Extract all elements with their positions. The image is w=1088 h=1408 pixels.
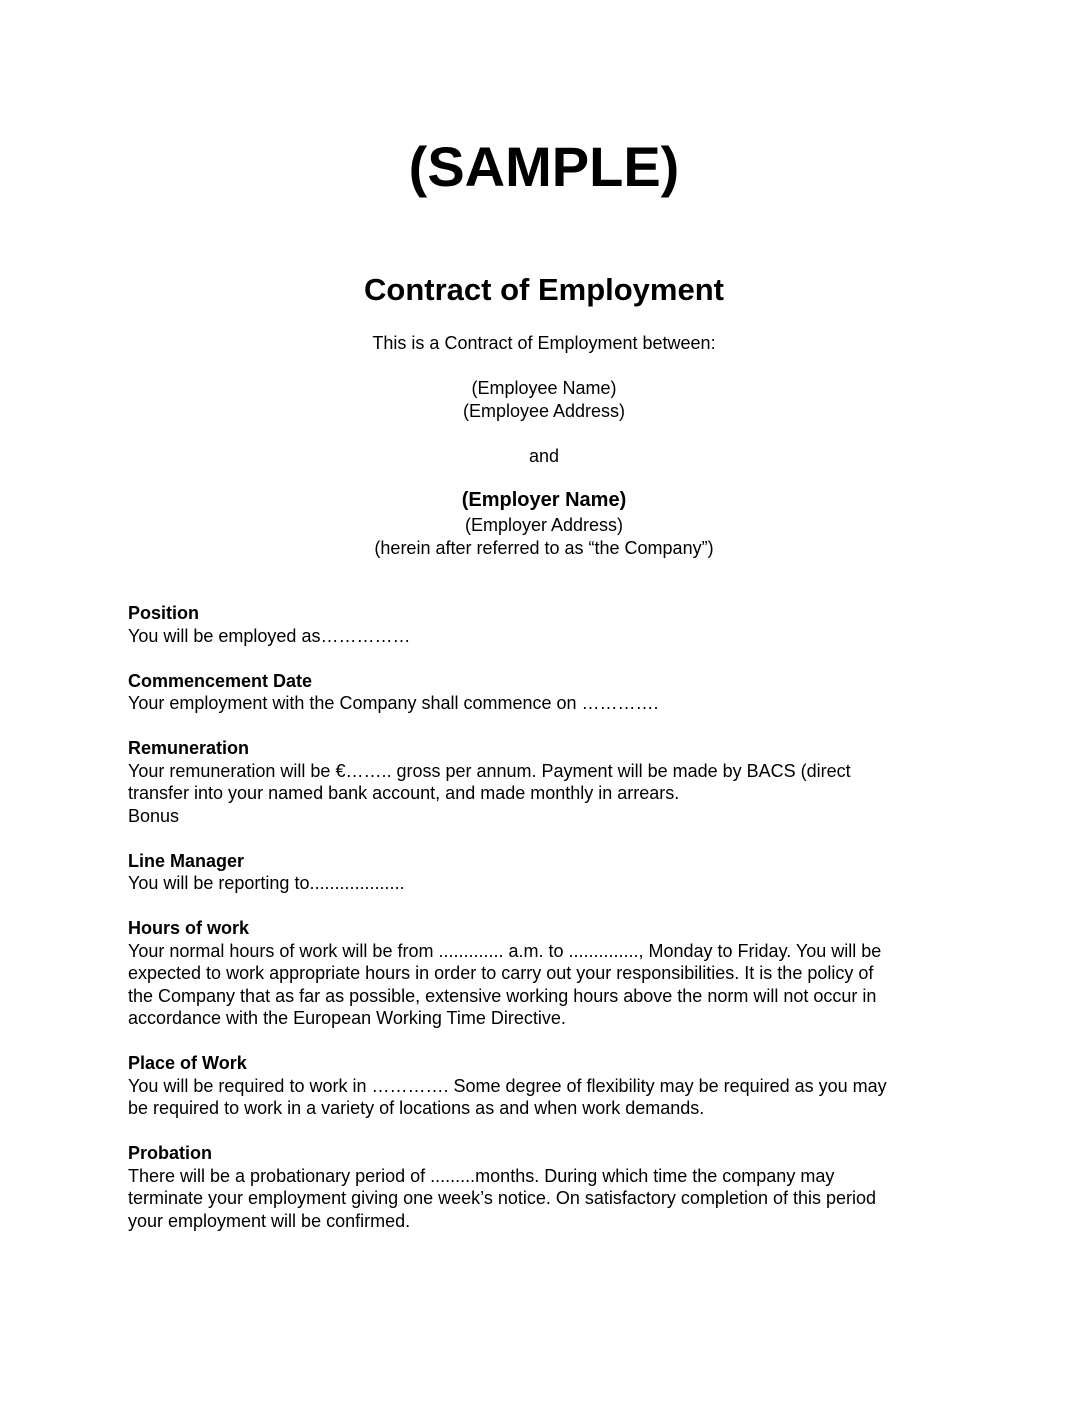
sample-title: (SAMPLE) [408, 135, 680, 198]
employer-name: (Employer Name) [461, 489, 627, 511]
contract-sections [128, 602, 968, 1255]
and-text: and [528, 446, 560, 466]
section-heading: Remuneration [128, 738, 250, 758]
section-text-line: You will be required to work in …………. Some degree of flexibility may be required as you may [128, 1075, 887, 1096]
section-text-line: be required to work in a variety of locations as and when work demands. [128, 1098, 705, 1118]
section-text-line: the Company that as far as possible, extensive working hours above the norm will not occur in [128, 985, 877, 1006]
section-text-line: expected to work appropriate hours in order to carry out your responsibilities. It is the policy of [128, 963, 874, 983]
contract-section [128, 1052, 968, 1120]
section-text-line: Your employment with the Company shall commence on …………. [128, 693, 659, 713]
section-text-line: accordance with the European Working Time Directive. [128, 1008, 566, 1028]
section-text-line: You will be employed as…………… [128, 625, 411, 646]
contract-section [128, 917, 968, 1030]
employee-name: (Employee Name) [471, 378, 617, 398]
section-heading: Probation [128, 1143, 212, 1163]
contract-section [128, 737, 968, 827]
section-text-line: You will be reporting to................... [128, 873, 405, 893]
employer-address: (Employer Address) [464, 515, 624, 535]
contract-section [128, 670, 968, 715]
section-heading: Commencement Date [128, 670, 313, 691]
section-text-line: Your remuneration will be €…….. gross per annum. Payment will be made by BACS (direct [128, 760, 851, 781]
section-text-line: terminate your employment giving one week’s notice. On satisfactory completion of this period [128, 1188, 877, 1208]
intro-text: This is a Contract of Employment between: [372, 333, 716, 353]
contract-section [128, 602, 968, 647]
section-text-line: your employment will be confirmed. [128, 1210, 411, 1231]
company-reference: (herein after referred to as “the Company”) [374, 538, 714, 558]
contract-title: Contract of Employment [364, 272, 724, 307]
section-heading: Line Manager [128, 850, 245, 871]
section-heading: Position [128, 603, 199, 623]
section-heading: Place of Work [128, 1053, 247, 1073]
section-heading: Hours of work [128, 918, 250, 938]
section-text-line: Bonus [128, 805, 180, 826]
section-text-line: Your normal hours of work will be from ............. a.m. to .............., Monday to Friday. You will be [128, 940, 882, 961]
contract-section [128, 850, 968, 895]
section-text-line: There will be a probationary period of .........months. During which time the company may [128, 1165, 835, 1186]
contract-section [128, 1142, 968, 1232]
employee-address: (Employee Address) [462, 401, 626, 421]
section-text-line: transfer into your named bank account, and made monthly in arrears. [128, 783, 680, 803]
